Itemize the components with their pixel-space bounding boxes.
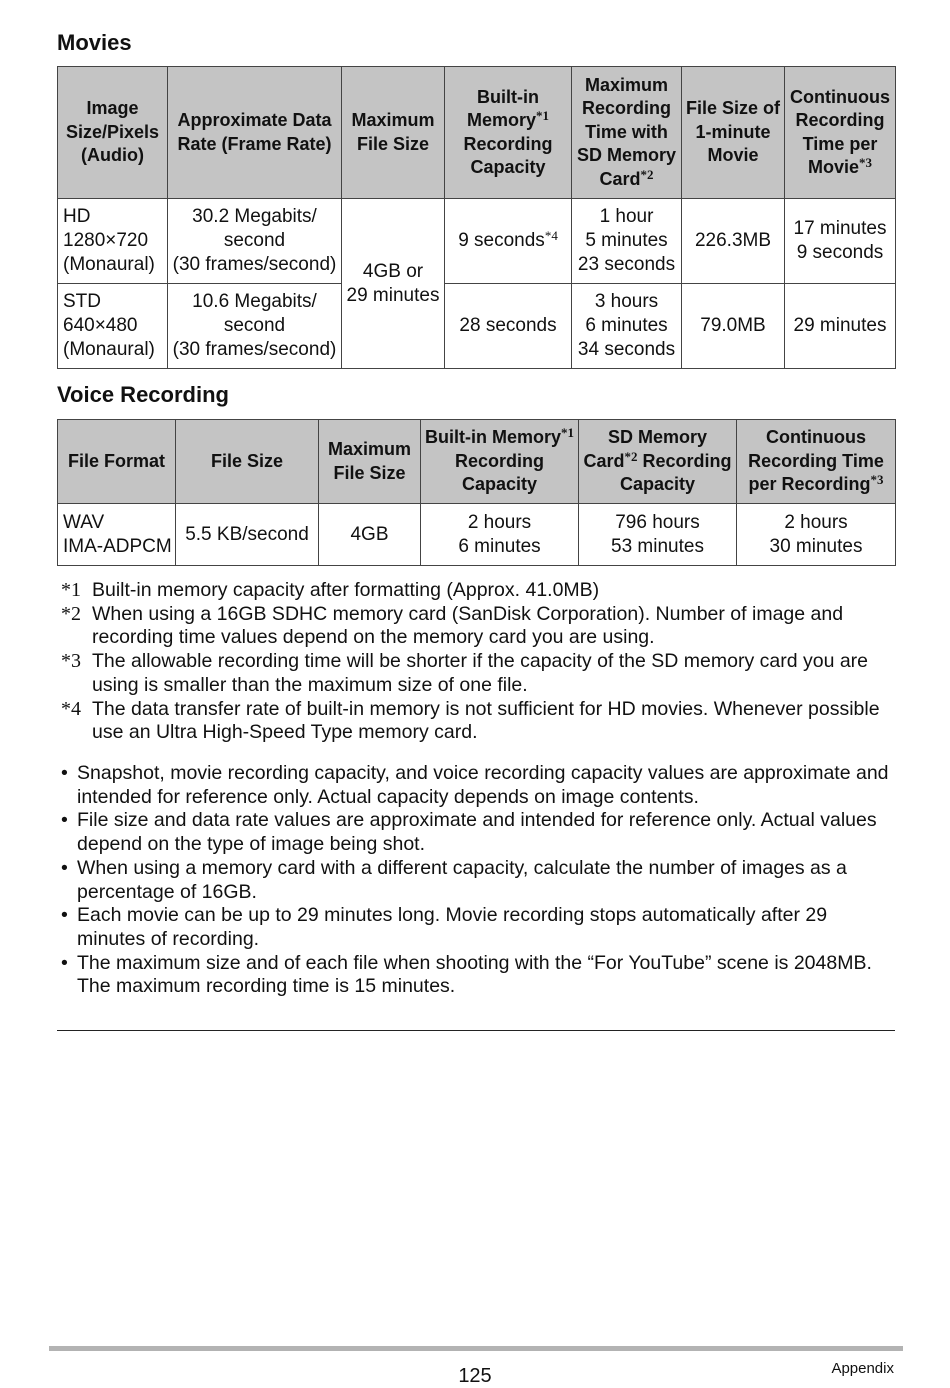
- cell-line: (Monaural): [63, 339, 155, 360]
- footnote-item: [57, 698, 897, 745]
- footnote-item: [57, 579, 897, 603]
- cell-continuous-time: [737, 504, 896, 566]
- header-sd-label: SD Memory Card: [583, 427, 708, 471]
- cell-line: 34 seconds: [577, 339, 676, 360]
- cell-file-size-minute: 79.0MB: [682, 284, 785, 369]
- header-sd-label: Maximum Recording Time with SD Memory Card: [576, 74, 677, 189]
- cell-line: 4GB or: [362, 260, 424, 282]
- cell-line: 6 minutes: [585, 315, 668, 336]
- cell-image-size: [58, 199, 168, 284]
- header-max-file-size: Maximum File Size: [342, 67, 445, 199]
- list-item-text: Each movie can be up to 29 minutes long. Movie recording stops automatically after 29 minutes of recording.: [77, 904, 828, 950]
- movies-table: [57, 66, 896, 369]
- voice-section-title: Voice Recording: [57, 382, 229, 407]
- list-item: [57, 952, 897, 999]
- cell-line: 796 hours: [615, 511, 700, 533]
- cell-line: 1280×720: [63, 230, 149, 251]
- footnote-text: The data transfer rate of built-in memory is not sufficient for HD movies. Whenever possible use an Ultra High-Speed Type memory card.: [92, 697, 880, 744]
- cell-value: 9 seconds: [458, 230, 545, 251]
- header-builtin-capacity: [421, 420, 579, 504]
- bullet-icon: •: [61, 904, 68, 927]
- header-builtin-label: Built-in Memory: [424, 427, 561, 448]
- list-item-text: When using a memory card with a different capacity, calculate the number of images as a percentage of 16GB.: [77, 856, 847, 903]
- footnote-ref: *4: [544, 228, 558, 243]
- table-row: [58, 199, 896, 284]
- cell-line: 10.6 Megabits/: [192, 291, 317, 312]
- cell-builtin-capacity: [421, 504, 579, 566]
- cell-line: 17 minutes: [793, 218, 887, 239]
- cell-line: (30 frames/second): [172, 254, 337, 275]
- cell-max-file-size: 4GB: [319, 504, 421, 566]
- footnote-ref: *3: [859, 155, 872, 170]
- cell-builtin-capacity: [445, 199, 572, 284]
- header-builtin-label-2: Recording Capacity: [463, 133, 553, 177]
- header-image-size: Image Size/Pixels (Audio): [58, 67, 168, 199]
- header-file-format: File Format: [58, 420, 176, 504]
- footnote-text: When using a 16GB SDHC memory card (SanDisk Corporation). Number of image and recording time values depend on the memory card you are using.: [92, 602, 844, 649]
- cell-file-size: 5.5 KB/second: [176, 504, 319, 566]
- list-item: [57, 809, 897, 856]
- cell-file-format: [58, 504, 176, 566]
- footnote-ref: *2: [640, 166, 654, 182]
- header-data-rate: Approximate Data Rate (Frame Rate): [168, 67, 342, 199]
- footnote-ref: *1: [561, 425, 574, 441]
- cell-line: 1 hour: [599, 206, 654, 227]
- cell-sd-time: [572, 199, 682, 284]
- list-item-text: Snapshot, movie recording capacity, and voice recording capacity values are approximate and intended for reference only. Actual capacity depends on image contents.: [77, 762, 889, 808]
- list-item: [57, 857, 897, 904]
- cell-line: 30 minutes: [769, 535, 863, 557]
- cell-line: 640×480: [63, 315, 138, 336]
- cell-data-rate: [168, 199, 342, 284]
- footer-section-label: Appendix: [831, 1360, 894, 1377]
- footnote-mark: *4: [61, 697, 81, 720]
- notes-list: [57, 762, 897, 999]
- footnotes: [57, 579, 897, 745]
- bullet-icon: •: [61, 951, 68, 974]
- table-row: [58, 284, 896, 369]
- cell-line: STD: [63, 291, 101, 312]
- cell-line: 2 hours: [784, 511, 848, 533]
- cell-line: HD: [63, 206, 91, 227]
- cell-line: 3 hours: [594, 291, 659, 312]
- header-max-file-size: Maximum File Size: [319, 420, 421, 504]
- cell-max-file-size: [342, 199, 445, 369]
- cell-line: second: [223, 230, 286, 251]
- header-continuous-label: Continuous Recording Time per Recording: [748, 427, 884, 495]
- cell-line: (30 frames/second): [172, 339, 337, 360]
- cell-line: second: [223, 315, 286, 336]
- list-item-text: File size and data rate values are approximate and intended for reference only. Actual values depend on the type of image being shot.: [77, 809, 877, 856]
- list-item: [57, 762, 897, 809]
- cell-line: 53 minutes: [611, 535, 704, 557]
- cell-builtin-capacity: 28 seconds: [445, 284, 572, 369]
- cell-line: IMA-ADPCM: [63, 535, 172, 557]
- cell-sd-time: [572, 284, 682, 369]
- footnote-ref: *2: [624, 448, 638, 464]
- cell-line: 30.2 Megabits/: [192, 206, 317, 227]
- movies-section-title: Movies: [57, 30, 132, 55]
- header-file-size-minute: File Size of 1-minute Movie: [682, 67, 785, 199]
- footnote-mark: *2: [61, 602, 81, 625]
- list-item-text: The maximum size and of each file when shooting with the “For YouTube” scene is 2048MB. The maximum recording time is 15 minutes.: [77, 951, 872, 998]
- footnote-item: [57, 603, 897, 650]
- page-number: 125: [458, 1365, 492, 1387]
- footnote-item: [57, 650, 897, 697]
- table-row: [58, 504, 896, 566]
- cell-line: 2 hours: [467, 511, 532, 533]
- cell-file-size-minute: 226.3MB: [682, 199, 785, 284]
- cell-line: 29 minutes: [346, 284, 440, 306]
- cell-line: WAV: [63, 511, 105, 533]
- footnote-mark: *1: [61, 579, 81, 601]
- cell-line: (Monaural): [63, 254, 155, 275]
- cell-data-rate: [168, 284, 342, 369]
- table-header-row: [58, 67, 896, 199]
- footnote-mark: *3: [61, 650, 81, 673]
- cell-continuous-time: [785, 199, 896, 284]
- header-continuous-time: [785, 67, 896, 199]
- section-divider: [57, 1030, 895, 1031]
- cell-line: 23 seconds: [577, 254, 676, 275]
- cell-image-size: [58, 284, 168, 369]
- header-continuous-time: [737, 420, 896, 504]
- footnote-ref: *3: [870, 472, 884, 488]
- cell-sd-capacity: [579, 504, 737, 566]
- header-sd-time: [572, 67, 682, 199]
- bullet-icon: •: [61, 762, 68, 784]
- header-builtin-label-2: Recording Capacity: [454, 450, 544, 495]
- cell-line: 5 minutes: [585, 230, 668, 251]
- cell-line: 6 minutes: [458, 535, 541, 557]
- header-sd-capacity: [579, 420, 737, 504]
- cell-continuous-time: 29 minutes: [785, 284, 896, 369]
- header-builtin-label: Built-in Memory: [466, 86, 539, 130]
- list-item: [57, 904, 897, 951]
- cell-line: 9 seconds: [796, 242, 884, 263]
- table-header-row: [58, 420, 896, 504]
- footnote-text: The allowable recording time will be shorter if the capacity of the SD memory card you are using is smaller than the maximum size of one file.: [92, 650, 869, 696]
- footer-divider: [49, 1346, 903, 1351]
- bullet-icon: •: [61, 809, 68, 832]
- footnote-ref: *1: [536, 108, 550, 123]
- header-file-size: File Size: [176, 420, 319, 504]
- header-builtin-capacity: [445, 67, 572, 199]
- header-sd-label-2: Recording Capacity: [619, 450, 732, 495]
- bullet-icon: •: [61, 856, 68, 879]
- voice-recording-table: [57, 419, 896, 566]
- footnote-text: Built-in memory capacity after formatting (Approx. 41.0MB): [92, 579, 600, 601]
- header-continuous-label: Continuous Recording Time per Movie: [790, 86, 890, 177]
